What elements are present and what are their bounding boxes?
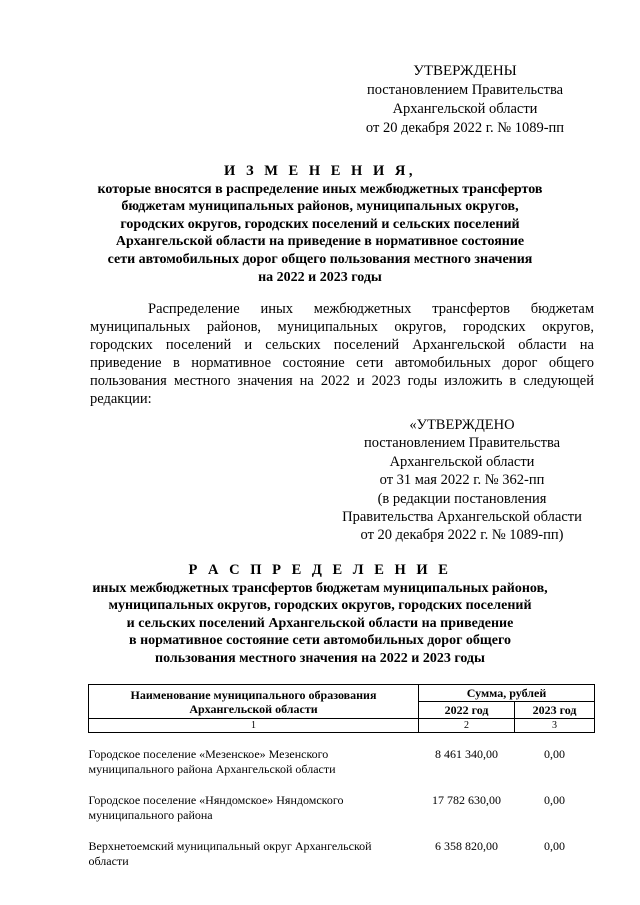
heading-line: в нормативное состояние сети автомобильных дорог общего — [129, 633, 511, 649]
approval-header — [340, 62, 590, 138]
heading-line: Архангельской области на приведение в нормативное состояние — [115, 234, 525, 250]
row-name: Городское поселение «Мезенское» Мезенского муниципального района Архангельской области — [88, 747, 336, 776]
col-number: 3 — [515, 719, 595, 733]
approval-inner-line: постановлением Правительства — [363, 435, 561, 452]
distribution-heading — [60, 562, 580, 668]
approval-inner-line: (в редакции постановления — [377, 490, 547, 507]
row-value-2023: 0,00 — [544, 793, 565, 807]
changes-heading — [60, 163, 580, 286]
approval-inner — [330, 416, 594, 545]
body-paragraph: Распределение иных межбюджетных трансфертов бюджетам муниципальных районов, муниципальных округов, городских округов, городских поселений и сельских поселений Архангельской области на приведение в нормативное состояние сети автомобильных дорог общего пользования местного значения на 2022 и 2023 годы изложить в следующей редакции: — [90, 301, 594, 407]
distribution-table — [88, 684, 595, 869]
approval-inner-line: Правительства Архангельской области — [342, 509, 582, 526]
row-value-2023: 0,00 — [544, 747, 565, 761]
row-value-2022: 17 782 630,00 — [432, 793, 501, 807]
heading-line: бюджетам муниципальных районов, муниципальных округов, — [121, 199, 519, 215]
approval-inner-line: от 20 декабря 2022 г. № 1089-пп) — [360, 527, 564, 544]
col-number: 1 — [89, 719, 419, 733]
distribution-title: Р А С П Р Е Д Е Л Е Н И Е — [188, 562, 452, 578]
approval-inner-line: от 31 мая 2022 г. № 362-пп — [379, 472, 545, 489]
col-2022-header: 2022 год — [419, 702, 515, 719]
col-number: 2 — [419, 719, 515, 733]
table-row — [89, 793, 595, 823]
heading-line: сети автомобильных дорог общего пользования местного значения — [107, 251, 533, 267]
heading-line: которые вносятся в распределение иных межбюджетных трансфертов — [97, 181, 543, 197]
row-name: Городское поселение «Няндомское» Няндомского муниципального района — [88, 793, 344, 822]
table-row — [89, 839, 595, 869]
table-row — [89, 747, 595, 777]
row-value-2022: 6 358 820,00 — [435, 839, 498, 853]
changes-title: И З М Е Н Е Н И Я, — [224, 163, 416, 179]
row-value-2023: 0,00 — [544, 839, 565, 853]
heading-line: иных межбюджетных трансфертов бюджетам муниципальных районов, — [92, 580, 548, 596]
row-value-2022: 8 461 340,00 — [435, 747, 498, 761]
col-2023-header: 2023 год — [515, 702, 595, 719]
approval-line: Архангельской области — [392, 101, 538, 117]
heading-line: муниципальных округов, городских округов, городских поселений — [108, 598, 532, 614]
heading-line: городских округов, городских поселений и сельских поселений — [120, 216, 520, 232]
approval-title: УТВЕРЖДЕНЫ — [413, 63, 517, 79]
heading-line: пользования местного значения на 2022 и 2023 годы — [155, 650, 485, 666]
col-sum-header: Сумма, рублей — [419, 685, 595, 702]
heading-line: на 2022 и 2023 годы — [258, 269, 382, 285]
approval-line: постановлением Правительства — [366, 82, 564, 98]
row-name: Верхнетоемский муниципальный округ Архангельской области — [88, 839, 372, 868]
approval-inner-line: Архангельской области — [389, 453, 535, 470]
approval-inner-line: «УТВЕРЖДЕНО — [409, 417, 515, 433]
heading-line: и сельских поселений Архангельской области на приведение — [126, 615, 514, 631]
approval-date: от 20 декабря 2022 г. № 1089-пп — [365, 120, 565, 136]
col-name-header: Наименование муниципального образования Архангельской области — [89, 685, 419, 719]
